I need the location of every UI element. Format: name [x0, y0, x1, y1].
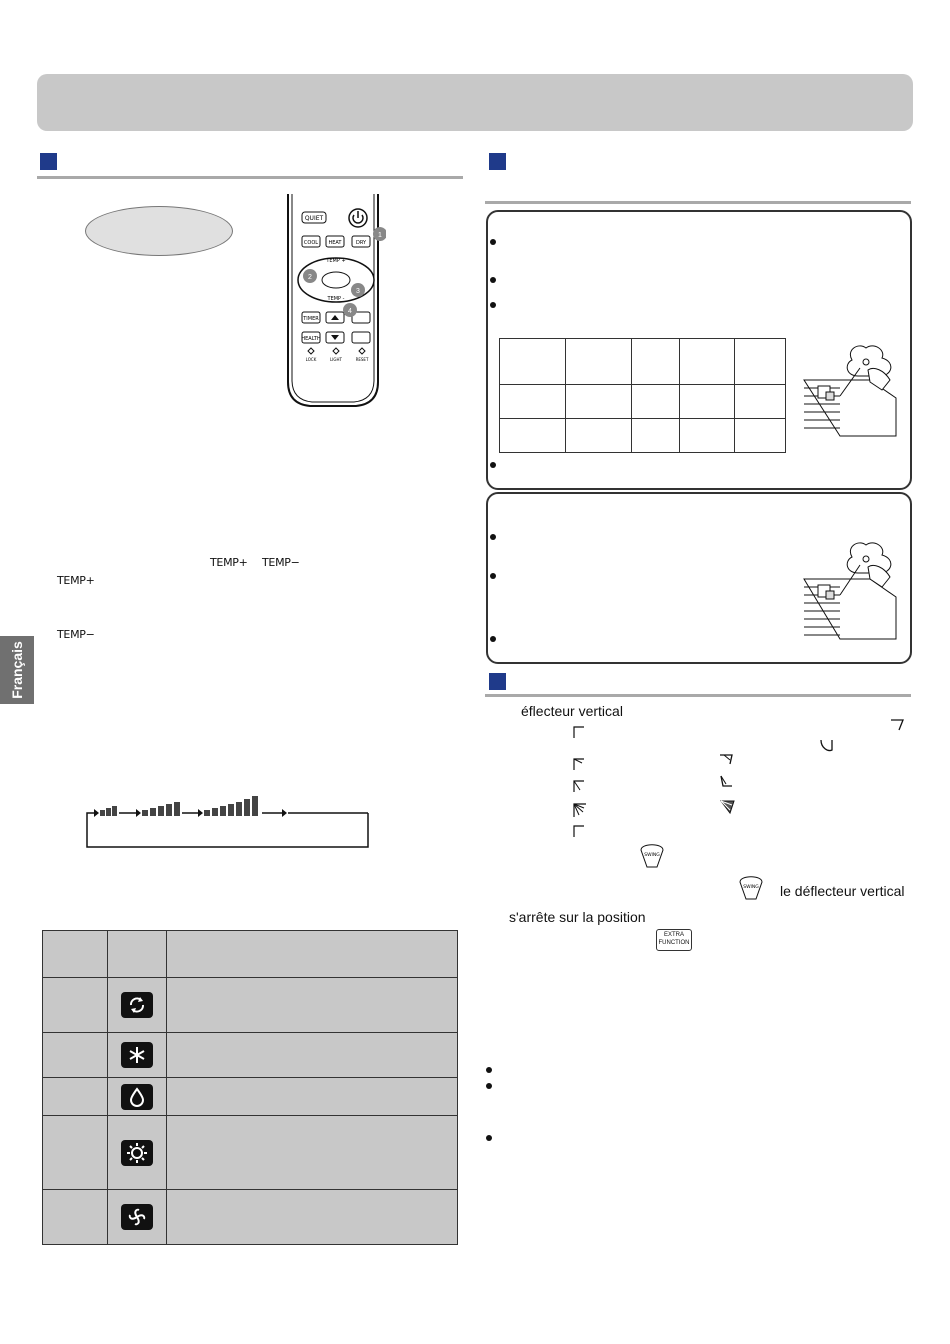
- section-marker-right: [489, 153, 506, 170]
- mode-row-dry: [43, 1078, 458, 1116]
- temp-minus-label: TEMP−: [57, 628, 95, 641]
- bullet: [490, 239, 496, 245]
- bullet: [490, 534, 496, 540]
- bullet: [490, 573, 496, 579]
- water-drop-icon: [121, 1084, 153, 1110]
- bullet: [486, 1083, 492, 1089]
- svg-text:TEMP +: TEMP +: [326, 258, 346, 264]
- bullet: [490, 636, 496, 642]
- vane-position-1-icon: [572, 725, 586, 739]
- section-marker-left: [40, 153, 57, 170]
- svg-text:HEAT: HEAT: [328, 240, 342, 246]
- bullet: [490, 462, 496, 468]
- vane-position-3-icon: [572, 779, 586, 793]
- temp-plus-label: TEMP+: [57, 574, 95, 587]
- callout-oval: [85, 206, 233, 256]
- section-rule-left: [37, 176, 463, 179]
- mode-table-header: [43, 931, 458, 978]
- remote-control-illustration: [280, 194, 386, 408]
- svg-text:2: 2: [308, 274, 312, 281]
- svg-text:LOCK: LOCK: [305, 357, 317, 362]
- mode-row-fan: [43, 1190, 458, 1245]
- heat-vane-1-icon: [889, 717, 905, 733]
- heat-vane-5-icon: [718, 798, 736, 816]
- swing-button-icon-2: [736, 872, 766, 902]
- sun-icon: [121, 1140, 153, 1166]
- mode-row-heat: [43, 1116, 458, 1190]
- heat-vane-2-icon: [818, 738, 834, 754]
- svg-text:QUIET: QUIET: [304, 215, 324, 222]
- swing-button-icon: [637, 840, 667, 870]
- swing-position-text: s'arrête sur la position: [509, 909, 646, 925]
- vane-position-4-icon: [572, 802, 588, 818]
- mode-row-auto: [43, 978, 458, 1033]
- bullet: [486, 1067, 492, 1073]
- settings-grid: [499, 338, 786, 453]
- svg-text:TIMER: TIMER: [303, 316, 319, 322]
- svg-text:DRY: DRY: [355, 240, 367, 246]
- bullet: [490, 302, 496, 308]
- bullet: [490, 277, 496, 283]
- svg-text:RESET: RESET: [355, 357, 369, 362]
- svg-text:1: 1: [378, 232, 382, 239]
- snowflake-icon: [121, 1042, 153, 1068]
- language-tab[interactable]: [0, 636, 34, 704]
- mode-row-cool: [43, 1033, 458, 1078]
- heat-vane-4-icon: [718, 774, 734, 790]
- fan-icon: [121, 1204, 153, 1230]
- section-rule-swing: [485, 694, 911, 697]
- mode-table: [42, 930, 458, 1245]
- indoor-unit-button-illustration: [800, 340, 904, 440]
- svg-text:3: 3: [356, 288, 360, 295]
- temp-minus-inline: TEMP−: [262, 556, 300, 569]
- svg-text:HEALTH: HEALTH: [301, 336, 321, 342]
- swing-title: éflecteur vertical: [521, 703, 623, 719]
- bullet: [486, 1135, 492, 1141]
- svg-text:SWING: SWING: [644, 853, 660, 858]
- vane-position-5-icon: [572, 824, 586, 838]
- fan-speed-cycle-diagram: [84, 794, 374, 850]
- indoor-unit-button-illustration-2: [800, 535, 904, 643]
- language-tab-label: Français: [9, 641, 25, 699]
- heat-vane-3-icon: [718, 752, 734, 768]
- svg-text:SWING: SWING: [743, 885, 759, 890]
- extra-function-button-icon: EXTRA FUNCTION: [656, 929, 692, 951]
- swing-stop-text: le déflecteur vertical: [780, 883, 905, 899]
- svg-text:TEMP -: TEMP -: [327, 296, 345, 302]
- section-rule-right: [485, 201, 911, 204]
- section-marker-swing: [489, 673, 506, 690]
- auto-cycle-icon: [121, 992, 153, 1018]
- temp-plus-inline: TEMP+: [210, 556, 248, 569]
- svg-text:LIGHT: LIGHT: [330, 357, 342, 362]
- vane-position-2-icon: [572, 757, 586, 771]
- svg-text:COOL: COOL: [303, 240, 319, 246]
- header-bar: [37, 74, 913, 131]
- svg-text:4: 4: [348, 308, 352, 315]
